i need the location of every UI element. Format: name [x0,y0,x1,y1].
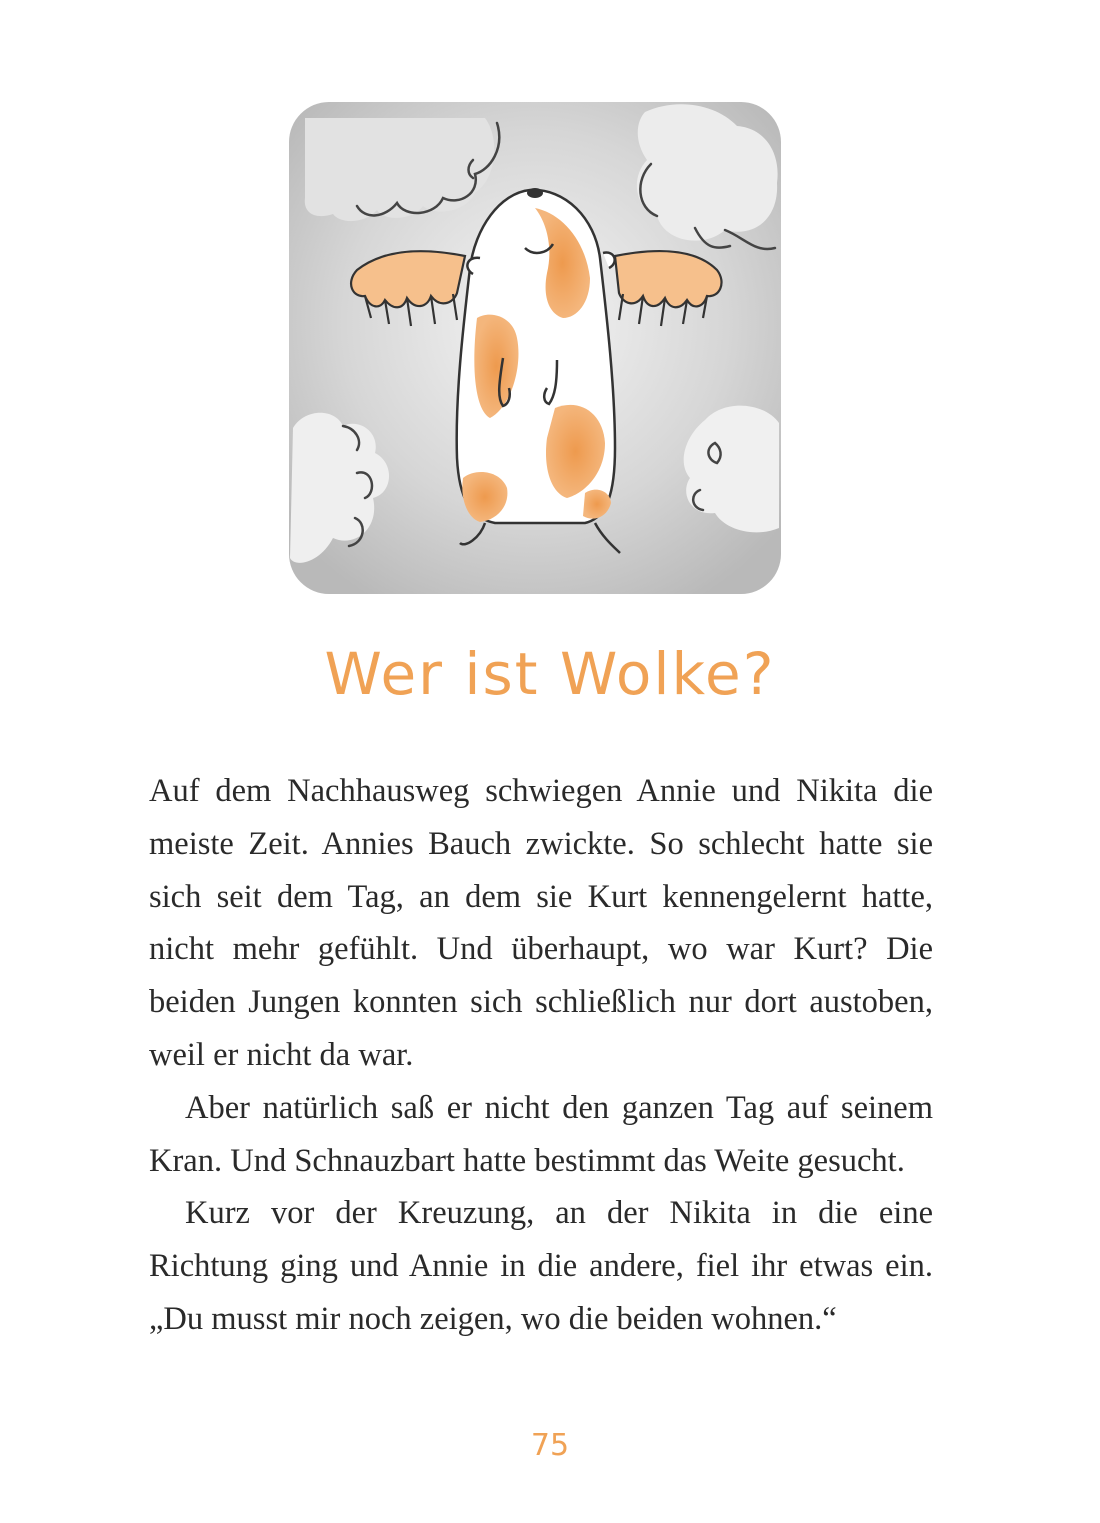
story-text [149,765,933,1346]
guinea-pig-body [457,188,620,553]
paragraph: Auf dem Nachhausweg schwiegen Annie und Nikita die meiste Zeit. Annies Bauch zwickte. So schlecht hatte sie sich seit dem Tag, an dem sie Kurt kennengelernt hatte, nicht mehr gefühlt. Und überhaupt, wo war Kurt? Die beiden Jungen konnten sich schließlich nur dort austoben, weil er nicht da war. [149,773,933,1073]
chapter-title: Wer ist Wolke? [324,640,776,708]
page-number: 75 [530,1428,570,1463]
paragraph: Aber natürlich saß er nicht den ganzen Tag auf seinem Kran. Und Schnauzbart hatte bestimmt das Weite gesucht. [149,1089,933,1179]
guinea-pig-angel-illustration [285,98,785,598]
paragraph: Kurz vor der Kreuzung, an der Nikita in die eine Richtung ging und Annie in die andere, fiel ihr etwas ein. „Du musst mir noch zeigen, wo die beiden wohnen.“ [149,1195,933,1337]
